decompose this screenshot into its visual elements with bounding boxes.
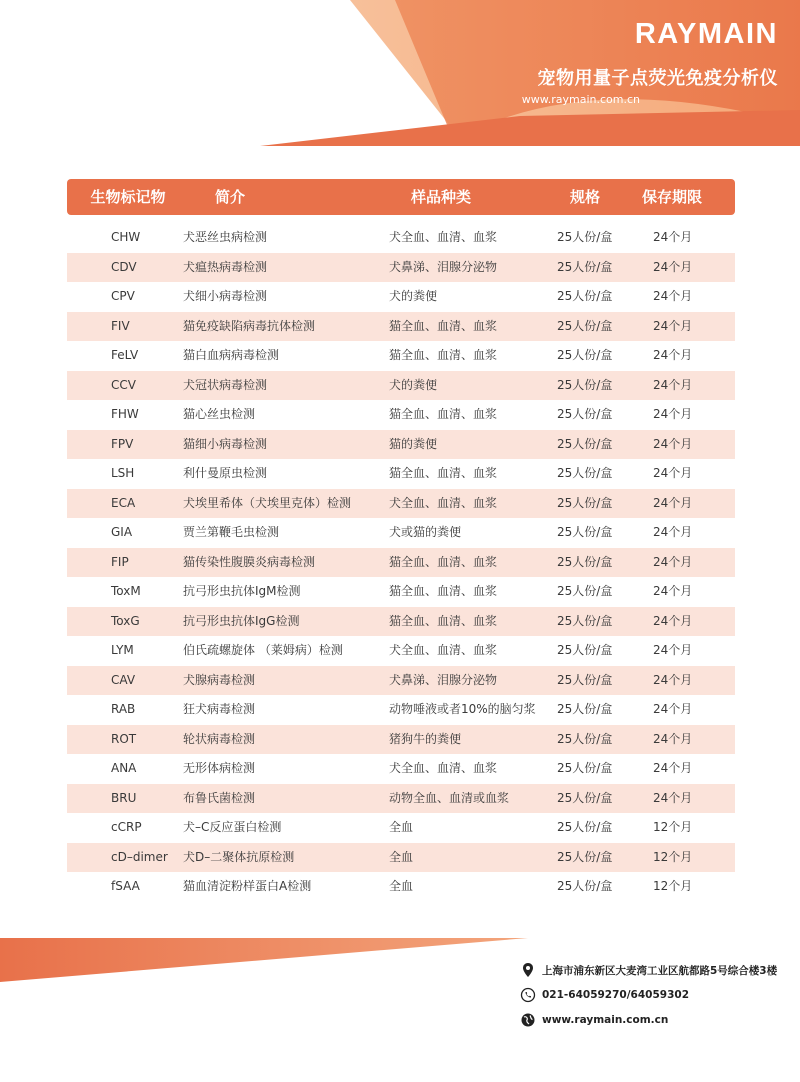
cell-marker: cD–dimer	[111, 849, 168, 864]
contact-phone	[520, 987, 689, 1003]
cell-spec: 25人份/盒	[557, 466, 613, 480]
table-row	[67, 548, 735, 578]
table-row	[67, 666, 735, 696]
table-row	[67, 872, 735, 902]
column-header-shelf-life: 保存期限	[641, 188, 703, 206]
cell-sample: 猫全血、血清、血浆	[389, 348, 498, 362]
cell-spec: 25人份/盒	[557, 672, 613, 687]
table-row	[67, 253, 735, 283]
cell-shelf-life: 12个月	[653, 879, 693, 893]
table-header	[67, 179, 735, 215]
cell-description: 抗弓形虫抗体IgM检测	[183, 584, 301, 598]
cell-shelf-life: 24个月	[653, 672, 693, 687]
cell-marker: LYM	[111, 643, 134, 657]
cell-spec: 25人份/盒	[557, 289, 613, 303]
table-row	[67, 312, 735, 342]
cell-marker: cCRP	[111, 820, 142, 834]
location-pin-icon	[520, 962, 536, 978]
cell-sample: 猫的粪便	[389, 436, 438, 451]
cell-marker: GIA	[111, 525, 133, 539]
cell-description: 猫血清淀粉样蛋白A检测	[183, 879, 312, 893]
cell-shelf-life: 24个月	[653, 466, 693, 480]
table-row	[67, 223, 735, 253]
table-row	[67, 607, 735, 637]
cell-spec: 25人份/盒	[557, 820, 613, 834]
column-header-spec: 规格	[569, 188, 601, 206]
footer-decoration	[0, 930, 800, 990]
cell-marker: ToxG	[111, 613, 140, 628]
table-row	[67, 459, 735, 489]
table-row	[67, 695, 735, 725]
cell-description: 犬细小病毒检测	[183, 289, 268, 303]
cell-marker: FHW	[111, 407, 139, 421]
cell-shelf-life: 24个月	[653, 790, 693, 805]
cell-shelf-life: 12个月	[653, 820, 693, 834]
cell-marker: BRU	[111, 790, 137, 805]
cell-marker: CHW	[111, 230, 141, 244]
cell-marker: LSH	[111, 466, 135, 480]
cell-sample: 猫全血、血清、血浆	[389, 584, 498, 598]
cell-description: 无形体病检测	[183, 761, 256, 775]
cell-spec: 25人份/盒	[557, 554, 613, 569]
cell-sample: 全血	[389, 820, 414, 834]
website-text: www.raymain.com.cn	[542, 1014, 669, 1026]
cell-sample: 全血	[389, 879, 414, 893]
table-row	[67, 430, 735, 460]
cell-description: 犬D–二聚体抗原检测	[183, 849, 295, 864]
cell-sample: 犬的粪便	[389, 377, 438, 392]
cell-marker: FIP	[111, 554, 129, 569]
cell-shelf-life: 24个月	[653, 761, 693, 775]
cell-spec: 25人份/盒	[557, 230, 613, 244]
cell-sample: 犬或猫的粪便	[389, 525, 462, 539]
cell-sample: 动物唾液或者10%的脑匀浆	[389, 702, 536, 716]
cell-spec: 25人份/盒	[557, 761, 613, 775]
cell-description: 布鲁氏菌检测	[183, 790, 256, 805]
cell-shelf-life: 24个月	[653, 731, 693, 746]
column-header-sample: 样品种类	[410, 188, 472, 206]
table-row	[67, 843, 735, 873]
cell-description: 犬瘟热病毒检测	[183, 259, 268, 274]
cell-shelf-life: 24个月	[653, 230, 693, 244]
cell-description: 伯氏疏螺旋体 （莱姆病）检测	[183, 643, 343, 657]
table-row	[67, 577, 735, 607]
cell-description: 猫传染性腹膜炎病毒检测	[183, 554, 316, 569]
cell-description: 犬腺病毒检测	[183, 672, 256, 687]
cell-marker: CCV	[111, 377, 136, 392]
cell-shelf-life: 12个月	[653, 849, 693, 864]
table-body	[67, 223, 735, 902]
cell-spec: 25人份/盒	[557, 407, 613, 421]
contact-address	[520, 962, 777, 978]
cell-sample: 猫全血、血清、血浆	[389, 466, 498, 480]
cell-shelf-life: 24个月	[653, 525, 693, 539]
table-row	[67, 371, 735, 401]
table-row	[67, 282, 735, 312]
phone-icon	[520, 987, 536, 1003]
cell-marker: CDV	[111, 259, 137, 274]
cell-description: 猫免疫缺陷病毒抗体检测	[183, 318, 316, 333]
cell-description: 抗弓形虫抗体IgG检测	[183, 613, 300, 628]
cell-spec: 25人份/盒	[557, 259, 613, 274]
cell-sample: 猫全血、血清、血浆	[389, 613, 498, 628]
cell-description: 猫心丝虫检测	[183, 407, 256, 421]
cell-spec: 25人份/盒	[557, 584, 613, 598]
cell-description: 猫细小病毒检测	[183, 436, 268, 451]
cell-spec: 25人份/盒	[557, 436, 613, 451]
table-row	[67, 754, 735, 784]
cell-sample: 动物全血、血清或血浆	[389, 790, 510, 805]
contact-website	[520, 1012, 668, 1028]
cell-spec: 25人份/盒	[557, 849, 613, 864]
cell-sample: 犬全血、血清、血浆	[389, 230, 498, 244]
product-name: 宠物用量子点荧光免疫分析仪	[537, 68, 778, 89]
table-row	[67, 784, 735, 814]
cell-marker: RAB	[111, 702, 136, 716]
cell-shelf-life: 24个月	[653, 259, 693, 274]
cell-marker: CAV	[111, 672, 136, 687]
cell-sample: 犬鼻涕、泪腺分泌物	[389, 259, 498, 274]
cell-sample: 猫全血、血清、血浆	[389, 318, 498, 333]
table-row	[67, 341, 735, 371]
cell-shelf-life: 24个月	[653, 289, 693, 303]
cell-sample: 犬全血、血清、血浆	[389, 761, 498, 775]
cell-spec: 25人份/盒	[557, 643, 613, 657]
cell-description: 贾兰第鞭毛虫检测	[183, 525, 280, 539]
cell-marker: FeLV	[111, 348, 139, 362]
table-row	[67, 518, 735, 548]
cell-description: 犬恶丝虫病检测	[183, 230, 268, 244]
cell-shelf-life: 24个月	[653, 702, 693, 716]
cell-spec: 25人份/盒	[557, 879, 613, 893]
cell-description: 犬–C反应蛋白检测	[183, 820, 282, 834]
header-website: www.raymain.com.cn	[521, 93, 640, 106]
cell-shelf-life: 24个月	[653, 613, 693, 628]
cell-marker: ECA	[111, 495, 136, 510]
table-row	[67, 489, 735, 519]
cell-shelf-life: 24个月	[653, 495, 693, 510]
cell-spec: 25人份/盒	[557, 318, 613, 333]
cell-marker: ROT	[111, 731, 137, 746]
cell-shelf-life: 24个月	[653, 643, 693, 657]
cell-sample: 犬全血、血清、血浆	[389, 495, 498, 510]
cell-description: 狂犬病毒检测	[183, 702, 256, 716]
brand-logo: RAYMAIN	[634, 18, 778, 50]
cell-description: 猫白血病病毒检测	[183, 348, 280, 362]
cell-description: 犬埃里希体（犬埃里克体）检测	[183, 495, 352, 510]
table-row	[67, 400, 735, 430]
cell-marker: FIV	[111, 318, 130, 333]
globe-icon	[520, 1012, 536, 1028]
cell-description: 利什曼原虫检测	[183, 466, 268, 480]
cell-spec: 25人份/盒	[557, 348, 613, 362]
cell-marker: ToxM	[111, 584, 141, 598]
cell-sample: 猫全血、血清、血浆	[389, 407, 498, 421]
cell-sample: 猪狗牛的粪便	[389, 731, 462, 746]
table-row	[67, 725, 735, 755]
table-row	[67, 636, 735, 666]
cell-description: 轮状病毒检测	[183, 731, 256, 746]
cell-marker: fSAA	[111, 879, 140, 893]
cell-shelf-life: 24个月	[653, 377, 693, 392]
cell-shelf-life: 24个月	[653, 554, 693, 569]
cell-spec: 25人份/盒	[557, 525, 613, 539]
cell-description: 犬冠状病毒检测	[183, 377, 268, 392]
cell-marker: CPV	[111, 289, 135, 303]
column-header-description: 简介	[214, 188, 246, 206]
cell-spec: 25人份/盒	[557, 731, 613, 746]
cell-sample: 全血	[389, 849, 414, 864]
cell-spec: 25人份/盒	[557, 613, 613, 628]
cell-sample: 犬鼻涕、泪腺分泌物	[389, 672, 498, 687]
cell-shelf-life: 24个月	[653, 407, 693, 421]
cell-shelf-life: 24个月	[653, 318, 693, 333]
cell-shelf-life: 24个月	[653, 584, 693, 598]
cell-sample: 犬的粪便	[389, 289, 438, 303]
cell-marker: ANA	[111, 761, 137, 775]
cell-marker: FPV	[111, 436, 134, 451]
cell-sample: 犬全血、血清、血浆	[389, 643, 498, 657]
address-text: 上海市浦东新区大麦湾工业区航都路5号综合楼3楼	[542, 964, 778, 977]
cell-spec: 25人份/盒	[557, 495, 613, 510]
cell-shelf-life: 24个月	[653, 436, 693, 451]
phone-text: 021-64059270/64059302	[542, 989, 690, 1001]
cell-spec: 25人份/盒	[557, 790, 613, 805]
column-header-marker: 生物标记物	[90, 188, 166, 206]
table-row	[67, 813, 735, 843]
cell-shelf-life: 24个月	[653, 348, 693, 362]
cell-sample: 猫全血、血清、血浆	[389, 554, 498, 569]
cell-spec: 25人份/盒	[557, 377, 613, 392]
cell-spec: 25人份/盒	[557, 702, 613, 716]
